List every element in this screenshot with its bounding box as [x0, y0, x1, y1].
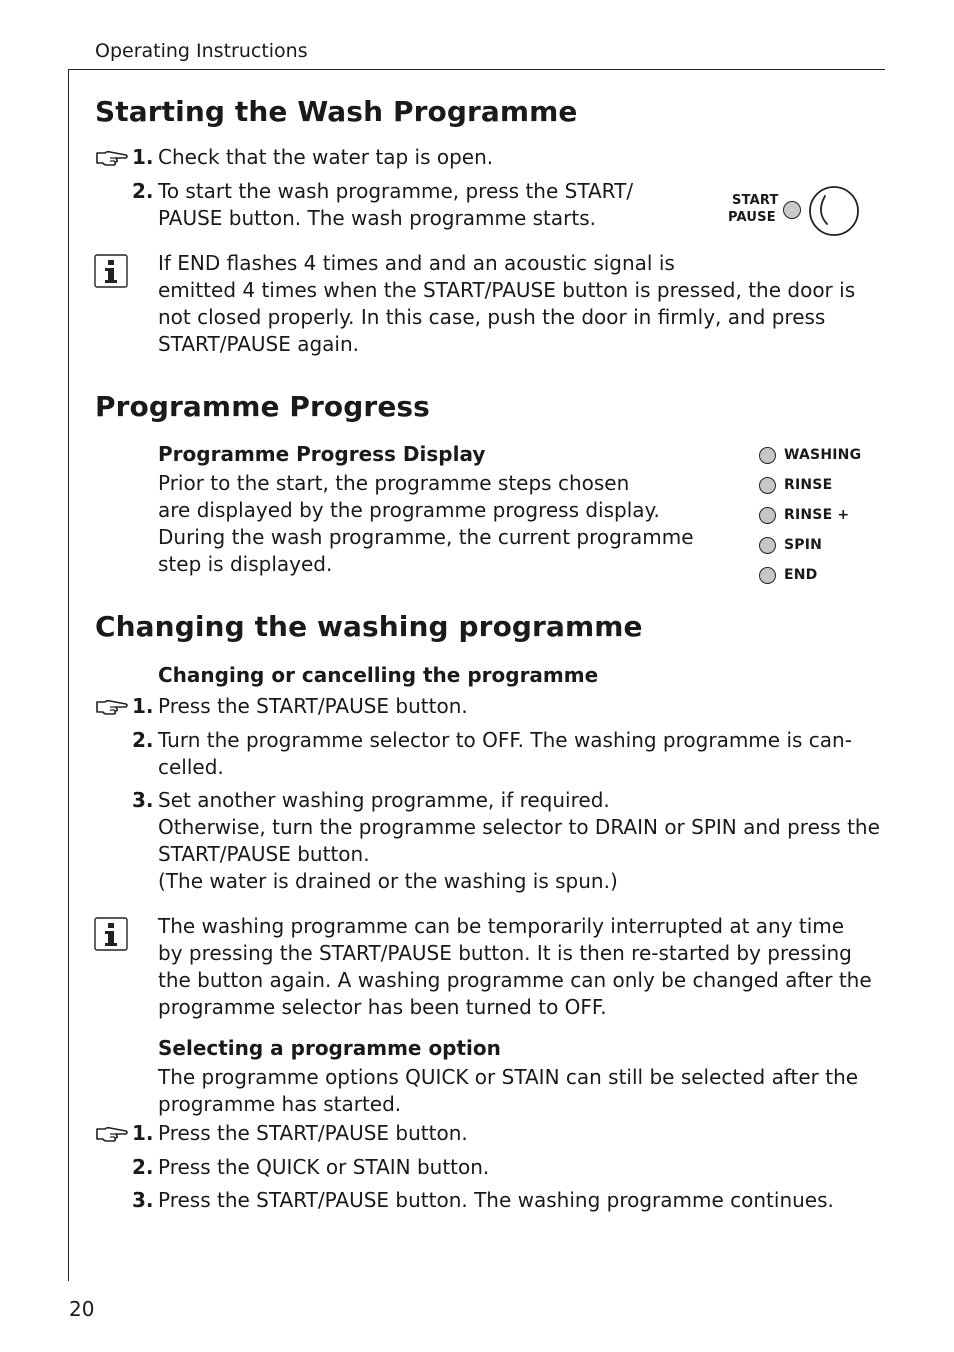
start-pause-button-illustration [726, 184, 862, 238]
step-number: 2. [132, 179, 154, 203]
step-number: 2. [132, 728, 154, 752]
section-title-starting: Starting the Wash Programme [95, 95, 578, 128]
start-label: START [732, 193, 779, 208]
step-number: 1. [132, 694, 154, 718]
step-text: Press the START/PAUSE button. [158, 694, 468, 718]
step-number: 3. [132, 1188, 154, 1212]
step-number: 1. [132, 1121, 154, 1145]
subheading-progress-display: Programme Progress Display [158, 442, 486, 466]
step-text: Press the QUICK or STAIN button. [158, 1155, 490, 1179]
indicator-led [759, 477, 776, 494]
progress-description: Prior to the start, the programme steps chosen are displayed by the programme progress display. During the wash programme, the current programme step is displayed. [158, 471, 694, 576]
step-number: 2. [132, 1155, 154, 1179]
start-pause-knob-icon [808, 185, 860, 237]
indicator-led [759, 447, 776, 464]
subheading-changing-cancelling: Changing or cancelling the programme [158, 663, 599, 687]
info-icon [94, 254, 128, 288]
start-pause-led [783, 201, 801, 219]
header-rule [69, 69, 885, 70]
pointing-hand-icon [95, 1124, 129, 1144]
indicator-led [759, 537, 776, 554]
step-number: 1. [132, 145, 154, 169]
step-text: Turn the programme selector to OFF. The washing programme is can- celled. [158, 728, 852, 779]
pointing-hand-icon [95, 697, 129, 717]
section-title-changing: Changing the washing programme [95, 610, 643, 643]
step-number: 3. [132, 788, 154, 812]
margin-rule [68, 69, 69, 1281]
subheading-programme-option: Selecting a programme option [158, 1036, 501, 1060]
step-text: Check that the water tap is open. [158, 145, 494, 169]
pointing-hand-icon [95, 148, 129, 168]
option-description: The programme options QUICK or STAIN can still be selected after the programme has started. [158, 1065, 859, 1116]
info-note-door: If END flashes 4 times and and an acoustic signal is emitted 4 times when the START/PAUSE button is pressed, the door is not closed properly. In this case, push the door in firmly, and press START/PAUSE again. [158, 251, 856, 356]
page-number: 20 [69, 1297, 95, 1321]
pause-label: PAUSE [728, 210, 776, 225]
step-text: Set another washing programme, if required. Otherwise, turn the programme selector to DRAIN or SPIN and press the START/PAUSE button. (The water is drained or the washing is spun.) [158, 788, 880, 893]
running-header: Operating Instructions [95, 40, 308, 62]
indicator-led [759, 507, 776, 524]
section-title-progress: Programme Progress [95, 390, 430, 423]
step-text: To start the wash programme, press the START/ PAUSE button. The wash programme starts. [158, 179, 634, 230]
info-icon [94, 917, 128, 951]
info-note-interrupt: The washing programme can be temporarily interrupted at any time by pressing the START/PAUSE button. It is then re-started by pressing the button again. A washing programme can only be changed after the programme selector has been turned to OFF. [158, 914, 872, 1019]
indicator-led [759, 567, 776, 584]
step-text: Press the START/PAUSE button. The washing programme continues. [158, 1188, 834, 1212]
step-text: Press the START/PAUSE button. [158, 1121, 468, 1145]
